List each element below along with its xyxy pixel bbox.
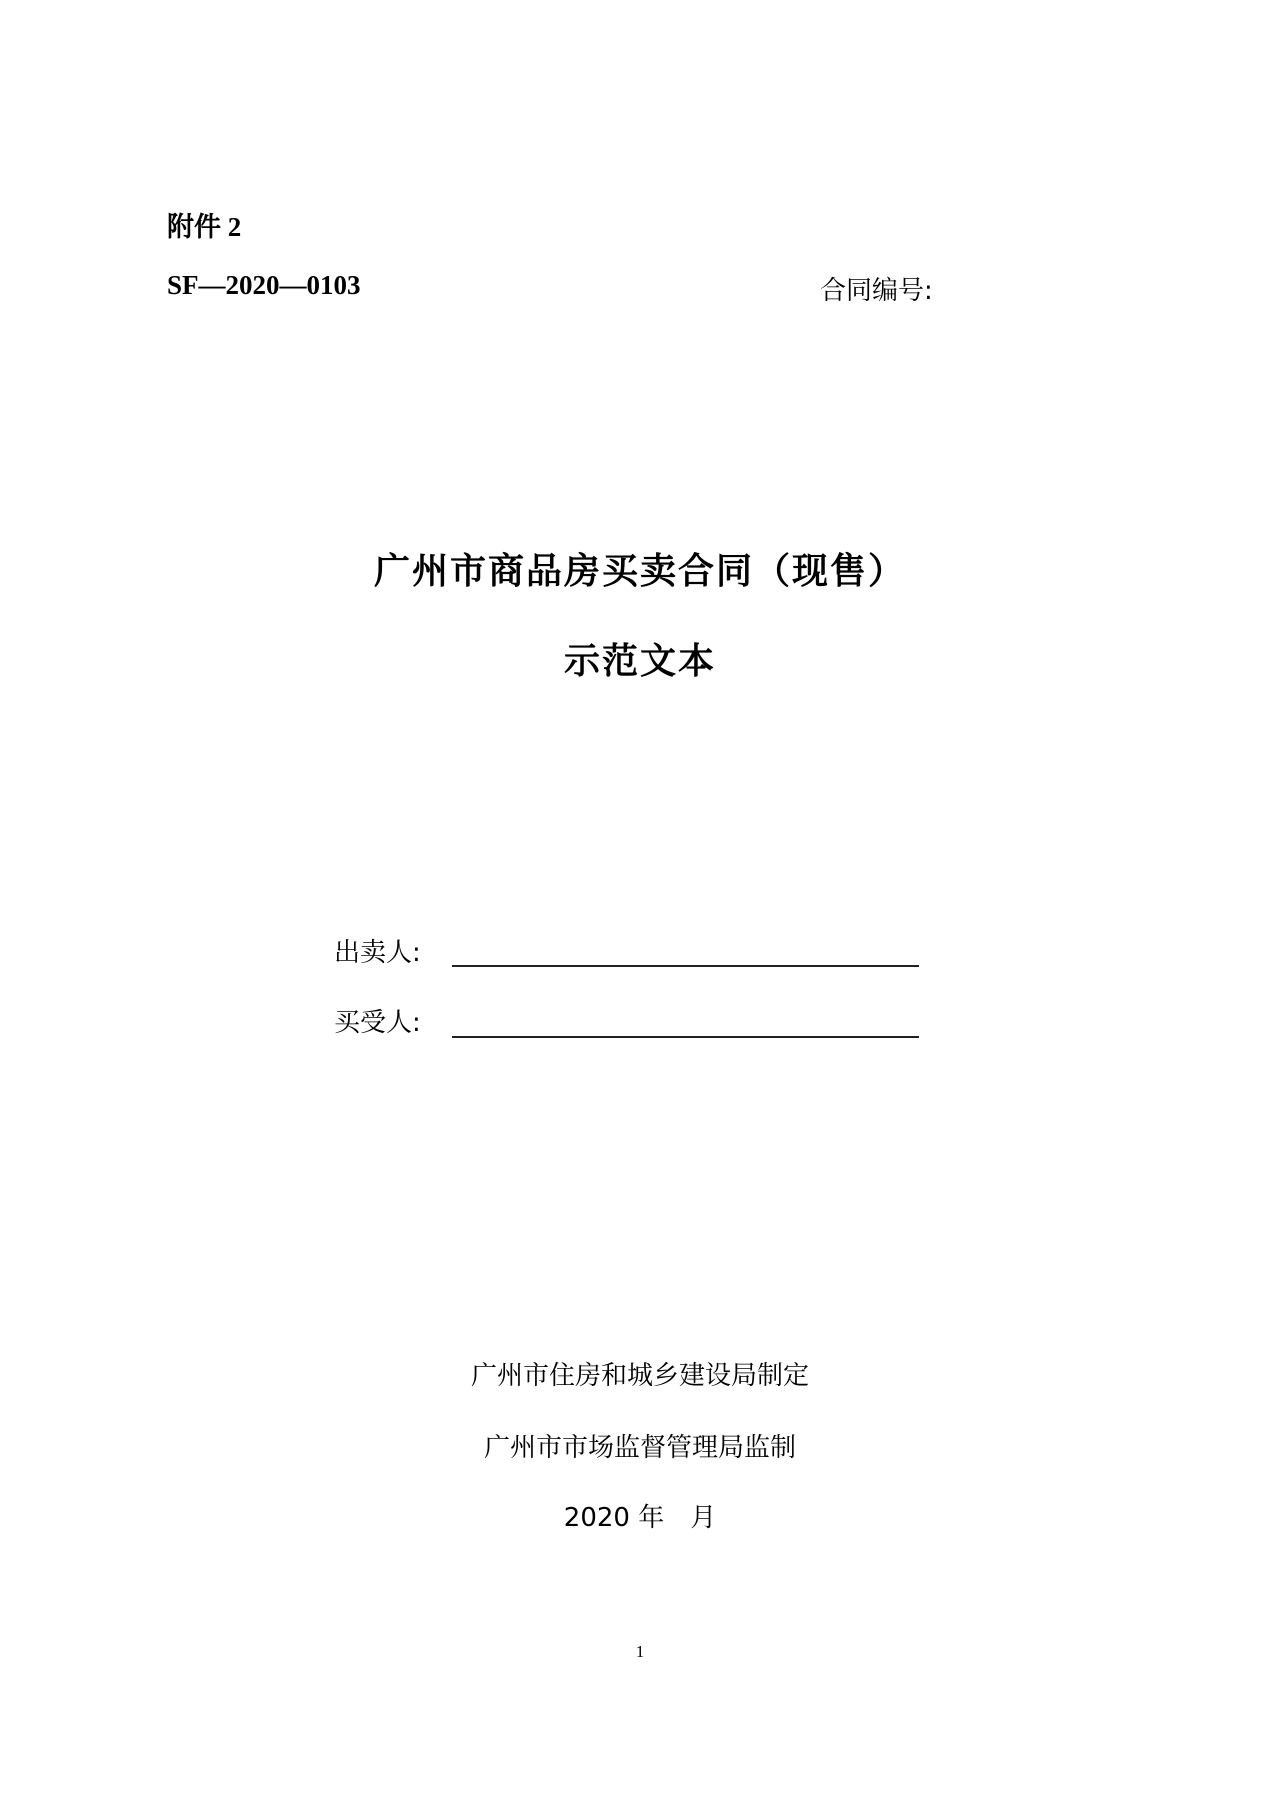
seller-label: 出卖人:	[334, 938, 421, 968]
issuer-text: 广州市住房和城乡建设局制定	[470, 1361, 809, 1391]
issue-date: 2020 年 月	[563, 1503, 717, 1533]
document-title: 广州市商品房买卖合同（现售）	[373, 551, 906, 592]
buyer-label: 买受人:	[334, 1008, 421, 1038]
annex-label: 附件 2	[167, 212, 242, 242]
contract-number-label: 合同编号:	[820, 276, 933, 306]
seller-blank-line	[452, 965, 919, 967]
document-subtitle: 示范文本	[563, 641, 716, 682]
supervisor-text: 广州市市场监督管理局监制	[483, 1433, 796, 1463]
form-code: SF—2020—0103	[167, 270, 361, 300]
page-number: 1	[635, 1642, 645, 1661]
buyer-blank-line	[452, 1036, 919, 1038]
